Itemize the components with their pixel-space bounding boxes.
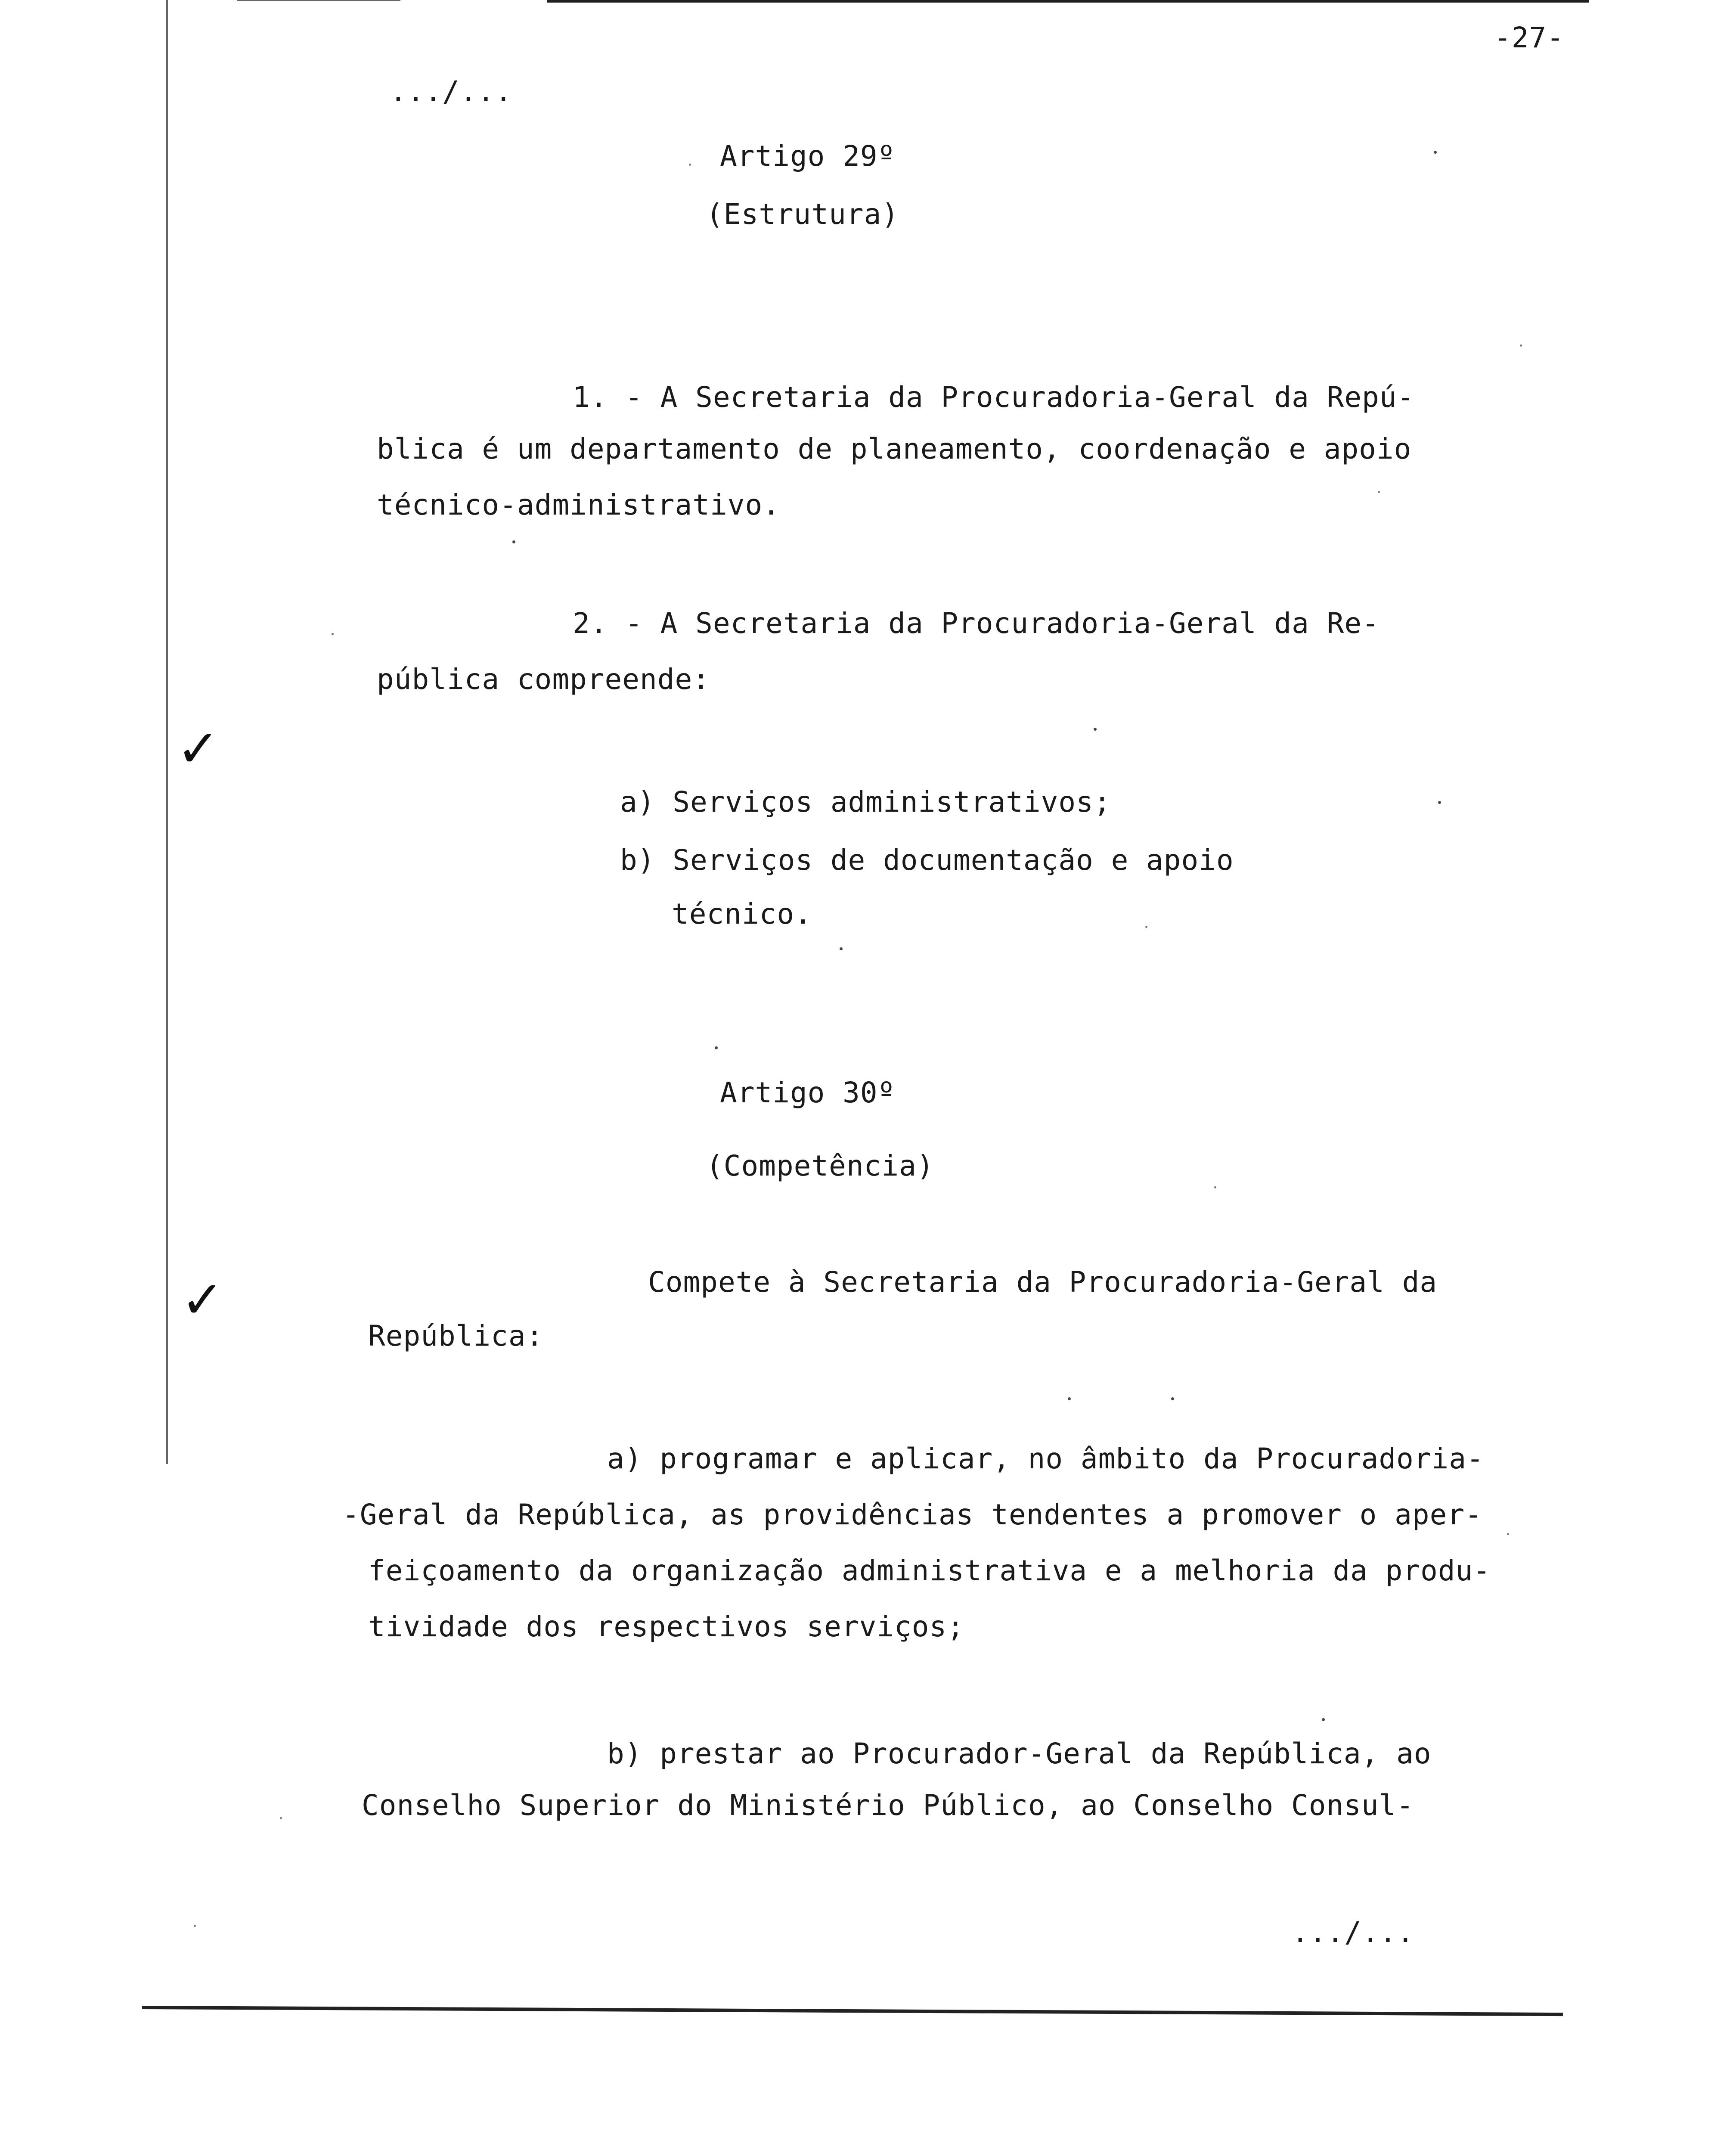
continuation-marker-top: .../... — [390, 75, 513, 108]
article-30-heading: Artigo 30º — [720, 1076, 896, 1109]
article-29-para1-line2: blica é um departamento de planeamento, coordenação e apoio — [377, 432, 1412, 465]
article-29-para2-line2: pública compreende: — [377, 663, 710, 696]
page-number: -27- — [1494, 21, 1564, 54]
scan-speck — [1434, 151, 1437, 154]
margin-check-mark: ✓ — [181, 1270, 224, 1330]
scan-speck — [1145, 926, 1147, 928]
article-29-para1-line3: técnico-administrativo. — [377, 488, 780, 521]
margin-check-mark: ✓ — [177, 719, 220, 779]
article-30-item-a-line4: tividade dos respectivos serviços; — [368, 1610, 965, 1643]
scan-speck — [1507, 1533, 1509, 1535]
article-30-item-a-line2: -Geral da República, as providências tendentes a promover o aper- — [342, 1498, 1482, 1531]
scan-left-edge — [166, 0, 168, 1464]
article-29-para2-line1: 2. - A Secretaria da Procuradoria-Geral da Re- — [573, 607, 1380, 640]
scan-speck — [280, 1817, 282, 1819]
article-30-item-b-line1: b) prestar ao Procurador-Geral da República, ao — [607, 1737, 1432, 1770]
article-30-intro-line1: Compete à Secretaria da Procuradoria-Geral da — [648, 1266, 1438, 1299]
scan-speck — [194, 1925, 196, 1927]
scan-speck — [1438, 801, 1441, 804]
scan-speck — [1378, 491, 1380, 493]
scan-speck — [1171, 1397, 1174, 1400]
article-29-para1-line1: 1. - A Secretaria da Procuradoria-Geral da Repú- — [573, 381, 1415, 414]
article-29-item-a: a) Serviços administrativos; — [620, 785, 1111, 819]
scan-speck — [840, 947, 843, 950]
article-29-heading: Artigo 29º — [720, 140, 896, 173]
article-29-subheading: (Estrutura) — [706, 198, 899, 231]
scan-speck — [332, 633, 334, 635]
scan-top-edge — [547, 0, 1589, 3]
article-30-intro-line2: República: — [368, 1319, 544, 1353]
scan-speck — [1094, 728, 1097, 731]
article-29-item-b-line2: técnico. — [672, 897, 812, 931]
scan-speck — [1520, 344, 1522, 347]
article-30-item-a-line1: a) programar e aplicar, no âmbito da Procuradoria- — [607, 1442, 1484, 1475]
article-29-item-b-line1: b) Serviços de documentação e apoio — [620, 844, 1234, 877]
scan-bottom-edge — [142, 2006, 1563, 2016]
scan-speck — [1322, 1718, 1325, 1721]
scan-speck — [1068, 1397, 1071, 1400]
article-30-item-a-line3: feiçoamento da organização administrativa e a melhoria da produ- — [368, 1554, 1491, 1587]
scan-top-edge-short — [237, 0, 400, 1]
scan-speck — [512, 540, 515, 543]
scan-speck — [715, 1046, 718, 1049]
article-30-subheading: (Competência) — [706, 1149, 934, 1182]
article-30-item-b-line2: Conselho Superior do Ministério Público, ao Conselho Consul- — [362, 1789, 1414, 1822]
continuation-marker-bottom: .../... — [1292, 1916, 1415, 1949]
scan-speck — [1214, 1186, 1216, 1188]
scan-speck — [689, 164, 691, 166]
